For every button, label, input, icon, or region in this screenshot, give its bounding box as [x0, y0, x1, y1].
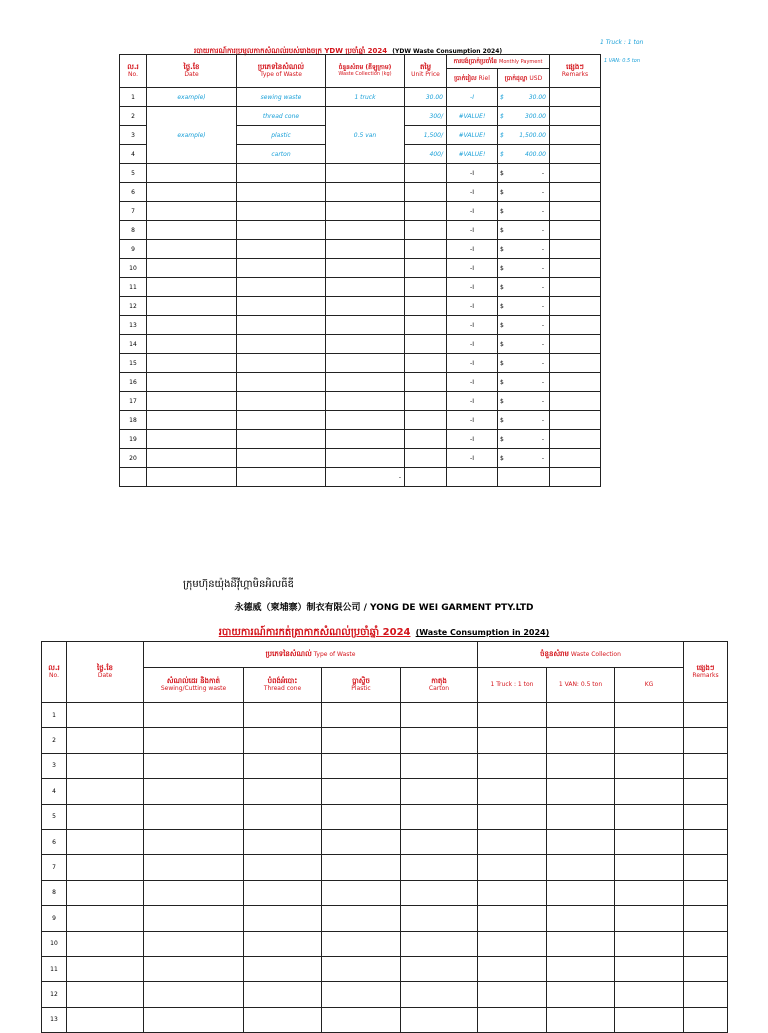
col-usd-header: ប្រាក់ដុល្លា USD [498, 69, 550, 88]
total-row: - [120, 468, 601, 487]
table-row: 4 carton 400/ #VALUE! $ 400.00 [120, 145, 601, 164]
table-row: 13 [42, 1007, 728, 1032]
report1-title: របាយការណ៍ការប្រមូលកាកសំណល់របស់រោងចក្រ YDW ប្រចាំឆ្នាំ 2024 (YDW Waste Consumption 2024) [194, 47, 503, 55]
report2-table [41, 641, 728, 1033]
col-thread-header: បំពង់អំបោះ Thread cone [244, 667, 322, 702]
table-row: 19 -I $ - [120, 430, 601, 449]
table-row: 6 [42, 829, 728, 854]
table-row: 5 -I $ - [120, 164, 601, 183]
table-row: 11 [42, 956, 728, 981]
table-row: 4 [42, 779, 728, 804]
company-name-en: 永德威（柬埔寨）制衣有限公司 / YONG DE WEI GARMENT PTY.LTD [234, 603, 534, 613]
table-row: 8 -I $ - [120, 221, 601, 240]
col-no-header: ល.រ No. [120, 55, 147, 88]
table-row: 7 [42, 855, 728, 880]
table-row: 1 [42, 703, 728, 728]
table-row: 11 -I $ - [120, 278, 601, 297]
table-row: 10 [42, 931, 728, 956]
report2-title: របាយការណ៍ការកត់ត្រាកាកសំណល់ប្រចាំឆ្នាំ 2024 (Waste Consumption in 2024) [218, 627, 550, 638]
col-date-header: ថ្ងៃ.ខែ Date [67, 642, 144, 703]
table-row: 18 -I $ - [120, 411, 601, 430]
table-row: 1 example) sewing waste 1 truck 30.00 -I $ 30.00 [120, 88, 601, 107]
van-note: 1 VAN: 0.5 ton [604, 58, 641, 64]
col-type-header: ប្រភេទនៃសំណល់ Type of Waste [144, 642, 478, 668]
col-collection-header: ចំនួនសំរាម (គីឡូក្រាម) Waste Collection (kg) [326, 55, 405, 88]
report1-table [119, 54, 601, 487]
col-truck-header: 1 Truck : 1 ton [478, 667, 547, 702]
table-row: 10 -I $ - [120, 259, 601, 278]
col-collection-header: ចំនួនសំរាម Waste Collection [478, 642, 684, 668]
col-kg-header: KG [615, 667, 684, 702]
table-row: 12 [42, 982, 728, 1007]
col-no-header: ល.រ No. [42, 642, 67, 703]
table-row: 16 -I $ - [120, 373, 601, 392]
col-riel-header: ប្រាក់រៀល Riel [447, 69, 498, 88]
table-row: 5 [42, 804, 728, 829]
table-row: 3 [42, 753, 728, 778]
col-sewing-header: សំណល់ដេរ និងកាត់ Sewing/Cutting waste [144, 667, 244, 702]
truck-note: 1 Truck : 1 ton [600, 39, 644, 46]
table-row: 8 [42, 880, 728, 905]
table-row: 2 [42, 728, 728, 753]
table-row: 13 -I $ - [120, 316, 601, 335]
table-row: 14 -I $ - [120, 335, 601, 354]
table-row: 9 [42, 906, 728, 931]
table-row: 20 -I $ - [120, 449, 601, 468]
col-payment-header: ការបង់ប្រាក់ប្រចាំខែ Monthly Payment [447, 55, 550, 69]
table-row: 3 plastic 1,500/ #VALUE! $ 1,500.00 [120, 126, 601, 145]
table-row: 15 -I $ - [120, 354, 601, 373]
col-price-header: តម្លៃ Unit Price [405, 55, 447, 88]
table-row: 17 -I $ - [120, 392, 601, 411]
company-name-kh: ក្រុមហ៊ុនយ៉ុងដឺវ៉ីហ្គាមិនអិលធីឌី [183, 579, 294, 590]
table-row: 7 -I $ - [120, 202, 601, 221]
col-remarks-header: ផ្សេងៗ Remarks [550, 55, 601, 88]
col-type-header: ប្រភេទនៃសំណល់ Type of Waste [237, 55, 326, 88]
col-van-header: 1 VAN: 0.5 ton [547, 667, 615, 702]
table-row: 2 example) thread cone 0.5 van 300/ #VALUE! $ 300.00 [120, 107, 601, 126]
col-carton-header: កាតុង Carton [401, 667, 478, 702]
table-row: 12 -I $ - [120, 297, 601, 316]
table-row: 9 -I $ - [120, 240, 601, 259]
col-plastic-header: ប្លាស្ទិច Plastic [322, 667, 401, 702]
col-date-header: ថ្ងៃ.ខែ Date [147, 55, 237, 88]
col-remarks-header: ផ្សេងៗ Remarks [684, 642, 728, 703]
table-row: 6 -I $ - [120, 183, 601, 202]
